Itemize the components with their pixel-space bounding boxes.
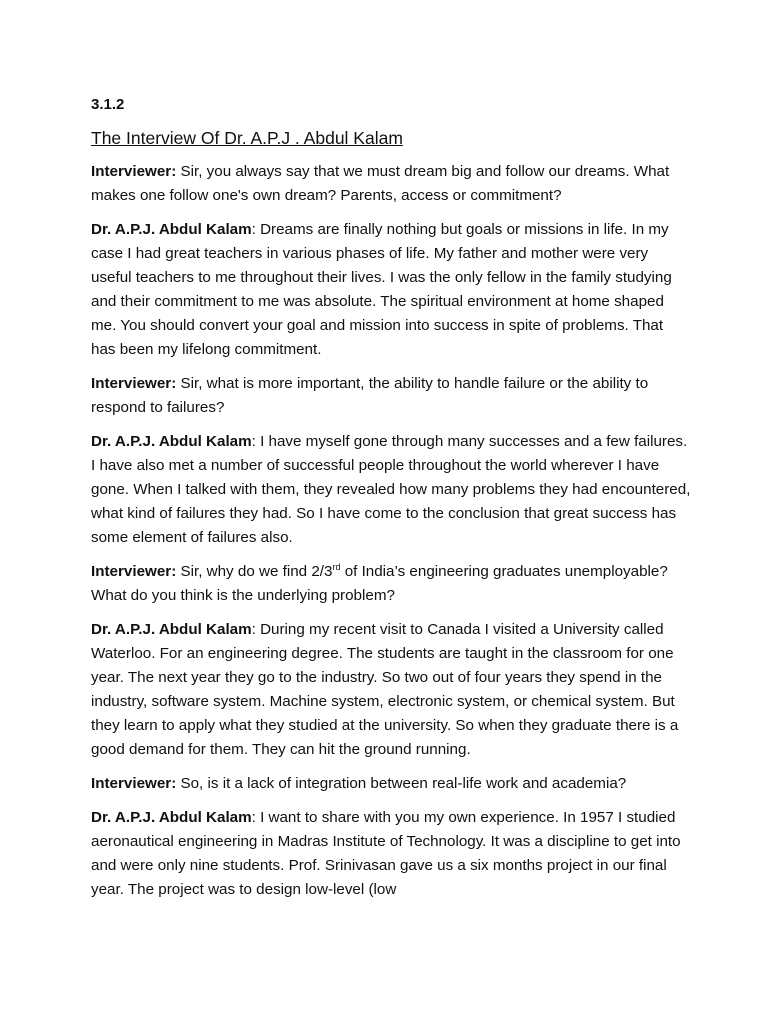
paragraph-3 <box>91 372 691 420</box>
paragraph-7 <box>91 772 691 796</box>
section-number: 3.1.2 <box>91 96 125 113</box>
paragraph-4 <box>91 430 691 550</box>
paragraph-text: Sir, what is more important, the ability to handle failure or the ability to respond to failures? <box>91 375 649 416</box>
paragraph-text: : I have myself gone through many successes and a few failures. I have also met a number of successful people throughout the world wherever I have gone. When I talked with them, they revealed how many problems they had encountered, what kind of failures they had. So I have come to the conclusion that great success has some element of failures also. <box>91 433 691 546</box>
speaker-label: Interviewer: <box>91 163 177 180</box>
paragraph-text: So, is it a lack of integration between real-life work and academia? <box>176 775 627 792</box>
paragraph-text: : Dreams are finally nothing but goals or missions in life. In my case I had great teachers in various phases of life. My father and mother were very useful teachers to me throughout their lives. I was the only fellow in the family studying and their commitment to me was absolute. The spiritual environment at home shaped me. You should convert your goal and mission into success in spite of problems. That has been my lifelong commitment. <box>91 221 672 358</box>
speaker-label: Dr. A.P.J. Abdul Kalam <box>91 809 252 826</box>
paragraph-6 <box>91 618 691 762</box>
speaker-label: Interviewer: <box>91 563 177 580</box>
speaker-label: Interviewer: <box>91 375 177 392</box>
paragraph-text: : During my recent visit to Canada I visited a University called Waterloo. For an engineering degree. The students are taught in the classroom for one year. The next year they go to the industry. So two out of four years they spend in the industry, software system. Machine system, electronic system, or chemical system. But they learn to apply what they studied at the university. So when they graduate there is a good demand for them. They can hit the ground running. <box>91 621 679 758</box>
paragraph-1 <box>91 160 691 208</box>
speaker-label: Dr. A.P.J. Abdul Kalam <box>91 433 252 450</box>
paragraph-text: Sir, why do we find 2/3 <box>176 563 333 580</box>
speaker-label: Interviewer: <box>91 775 177 792</box>
paragraph-2 <box>91 218 691 362</box>
document-page <box>91 94 691 912</box>
speaker-label: Dr. A.P.J. Abdul Kalam <box>91 221 252 238</box>
ordinal-superscript: rd <box>332 561 341 572</box>
paragraph-text: Sir, you always say that we must dream big and follow our dreams. What makes one follow one's own dream? Parents, access or commitment? <box>91 163 670 204</box>
speaker-label: Dr. A.P.J. Abdul Kalam <box>91 621 252 638</box>
paragraph-text: of India’s engineering graduates unemployable? What do you think is the underlying problem? <box>91 563 668 604</box>
paragraph-8 <box>91 806 691 902</box>
paragraph-text: : I want to share with you my own experience. In 1957 I studied aeronautical engineering in Madras Institute of Technology. It was a discipline to get into and were only nine students. Prof. Srinivasan gave us a six months project in our final year. The project was to design low-level (low <box>91 809 681 898</box>
paragraph-5 <box>91 560 691 608</box>
page-title: The Interview Of Dr. A.P.J . Abdul Kalam <box>91 128 403 148</box>
